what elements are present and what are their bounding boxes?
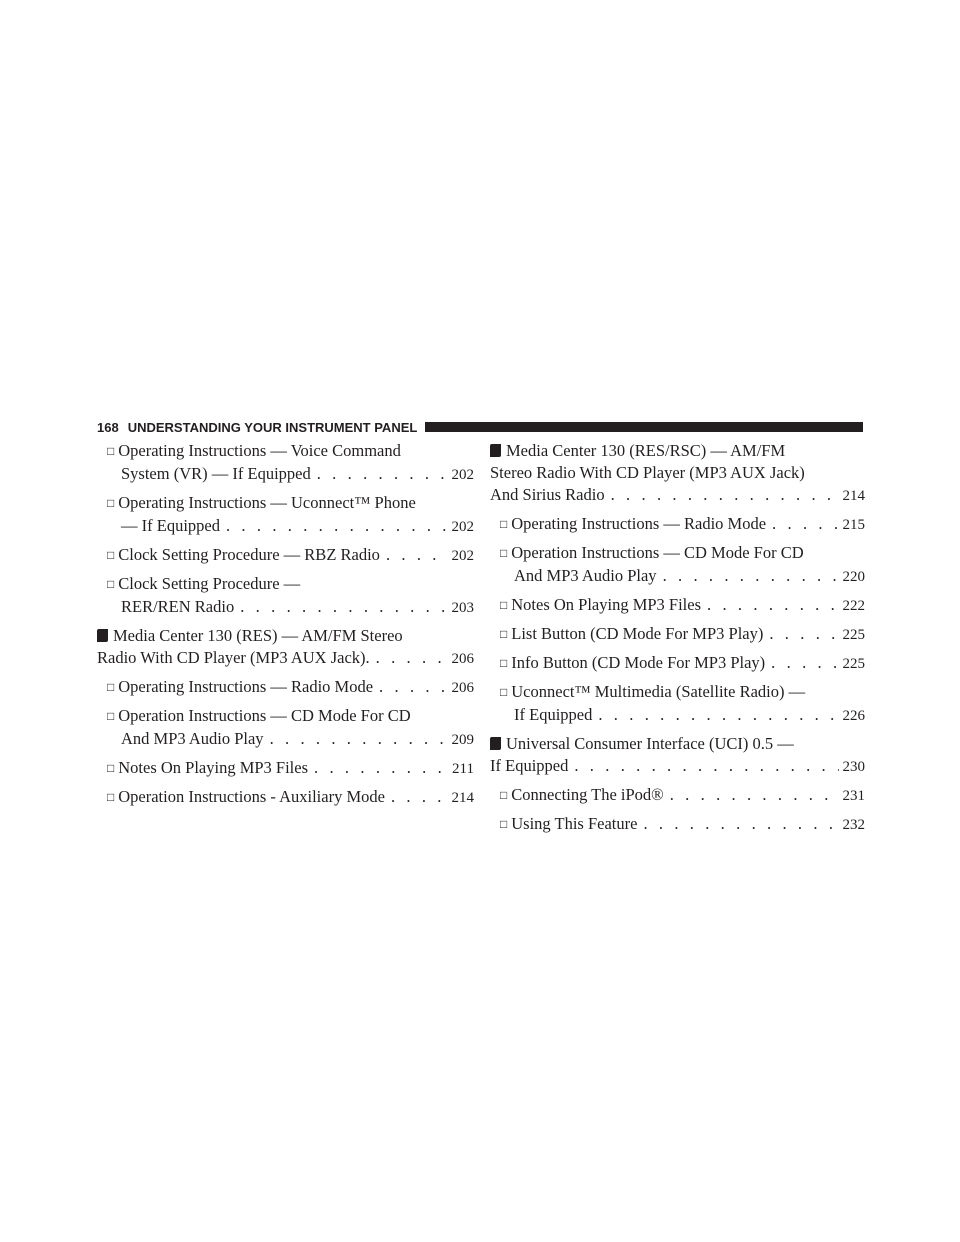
leader-dots <box>317 463 448 485</box>
page-ref: 211 <box>452 761 474 777</box>
checkbox-bullet-icon: □ <box>107 761 115 775</box>
square-bullet-icon <box>97 629 108 642</box>
leader-dots <box>270 728 448 750</box>
page-ref: 206 <box>451 651 474 667</box>
leader-dots <box>663 565 839 587</box>
toc-entry[interactable]: □ Uconnect™ Multimedia (Satellite Radio) — If Equipped . . . 226 <box>490 681 865 727</box>
checkbox-bullet-icon: □ <box>107 548 115 562</box>
checkbox-bullet-icon: □ <box>500 627 508 641</box>
page-ref: 215 <box>842 517 865 533</box>
toc-entry[interactable]: □ Clock Setting Procedure — RBZ Radio . . . 202 <box>97 544 474 567</box>
leader-dots <box>771 652 838 674</box>
toc-entry-main[interactable]: Media Center 130 (RES/RSC) — AM/FM Stereo Radio With CD Player (MP3 AUX Jack) And Sirius Radio . . . 214 <box>490 440 865 507</box>
checkbox-bullet-icon: □ <box>107 680 115 694</box>
square-bullet-icon <box>490 737 501 750</box>
checkbox-bullet-icon: □ <box>107 709 115 723</box>
checkbox-bullet-icon: □ <box>500 546 508 560</box>
leader-dots <box>240 596 447 618</box>
toc-entry[interactable]: □ Operating Instructions — Voice Command System (VR) — If Equipped . . . 202 <box>97 440 474 486</box>
leader-dots <box>379 676 447 698</box>
toc-entry[interactable]: □ Operation Instructions - Auxiliary Mode . . . 214 <box>97 786 474 809</box>
toc-entry-main[interactable]: Media Center 130 (RES) — AM/FM Stereo Radio With CD Player (MP3 AUX Jack). . . . 206 <box>97 625 474 670</box>
square-bullet-icon <box>490 444 501 457</box>
toc-entry[interactable]: □ Using This Feature . . . 232 <box>490 813 865 836</box>
checkbox-bullet-icon: □ <box>500 656 508 670</box>
checkbox-bullet-icon: □ <box>107 790 115 804</box>
leader-dots <box>226 515 448 537</box>
leader-dots <box>611 484 839 506</box>
leader-dots <box>769 623 838 645</box>
page-ref: 206 <box>451 680 474 696</box>
leader-dots <box>314 757 448 779</box>
toc-entry[interactable]: □ Operation Instructions — CD Mode For CD And MP3 Audio Play . . . 220 <box>490 542 865 588</box>
toc-left-column <box>97 440 474 815</box>
toc-entry-main[interactable]: Universal Consumer Interface (UCI) 0.5 — If Equipped . . . 230 <box>490 733 865 778</box>
leader-dots <box>598 704 838 726</box>
leader-dots <box>707 594 838 616</box>
leader-dots <box>670 784 839 806</box>
toc-entry[interactable]: □ Clock Setting Procedure — RER/REN Radio . . . 203 <box>97 573 474 619</box>
page-header <box>97 417 863 437</box>
page-ref: 202 <box>451 467 474 483</box>
page-ref: 226 <box>842 708 865 724</box>
checkbox-bullet-icon: □ <box>500 817 508 831</box>
checkbox-bullet-icon: □ <box>107 577 115 591</box>
leader-dots <box>376 647 448 669</box>
page-ref: 214 <box>842 488 865 504</box>
page-ref: 232 <box>842 817 865 833</box>
toc-right-column <box>490 440 865 842</box>
page-ref: 230 <box>842 759 865 775</box>
toc-entry[interactable]: □ Connecting The iPod® . . . 231 <box>490 784 865 807</box>
toc-entry[interactable]: □ Notes On Playing MP3 Files . . . 211 <box>97 757 474 780</box>
page-number: 168 <box>97 419 119 435</box>
header-rule <box>425 422 863 432</box>
toc-entry[interactable]: □ Operating Instructions — Uconnect™ Phone — If Equipped . . . 202 <box>97 492 474 538</box>
page-ref: 203 <box>451 600 474 616</box>
toc-entry[interactable]: □ Notes On Playing MP3 Files . . . 222 <box>490 594 865 617</box>
leader-dots <box>386 544 448 566</box>
toc-entry[interactable]: □ List Button (CD Mode For MP3 Play) . . . 225 <box>490 623 865 646</box>
toc-entry[interactable]: □ Info Button (CD Mode For MP3 Play) . . . 225 <box>490 652 865 675</box>
checkbox-bullet-icon: □ <box>500 685 508 699</box>
checkbox-bullet-icon: □ <box>107 444 115 458</box>
page-ref: 225 <box>842 656 865 672</box>
checkbox-bullet-icon: □ <box>500 788 508 802</box>
toc-entry[interactable]: □ Operating Instructions — Radio Mode . . . 215 <box>490 513 865 536</box>
page-ref: 222 <box>842 598 865 614</box>
checkbox-bullet-icon: □ <box>107 496 115 510</box>
page-ref: 209 <box>451 732 474 748</box>
page-ref: 202 <box>451 548 474 564</box>
page-ref: 231 <box>842 788 865 804</box>
toc-entry[interactable]: □ Operation Instructions — CD Mode For CD And MP3 Audio Play . . . 209 <box>97 705 474 751</box>
leader-dots <box>391 786 448 808</box>
page-ref: 220 <box>842 569 865 585</box>
page-ref: 225 <box>842 627 865 643</box>
section-title: UNDERSTANDING YOUR INSTRUMENT PANEL <box>127 419 418 435</box>
page-ref: 214 <box>451 790 474 806</box>
leader-dots <box>574 755 838 777</box>
leader-dots <box>772 513 838 535</box>
leader-dots <box>643 813 838 835</box>
toc-entry[interactable]: □ Operating Instructions — Radio Mode . . . 206 <box>97 676 474 699</box>
page-ref: 202 <box>451 519 474 535</box>
checkbox-bullet-icon: □ <box>500 517 508 531</box>
checkbox-bullet-icon: □ <box>500 598 508 612</box>
